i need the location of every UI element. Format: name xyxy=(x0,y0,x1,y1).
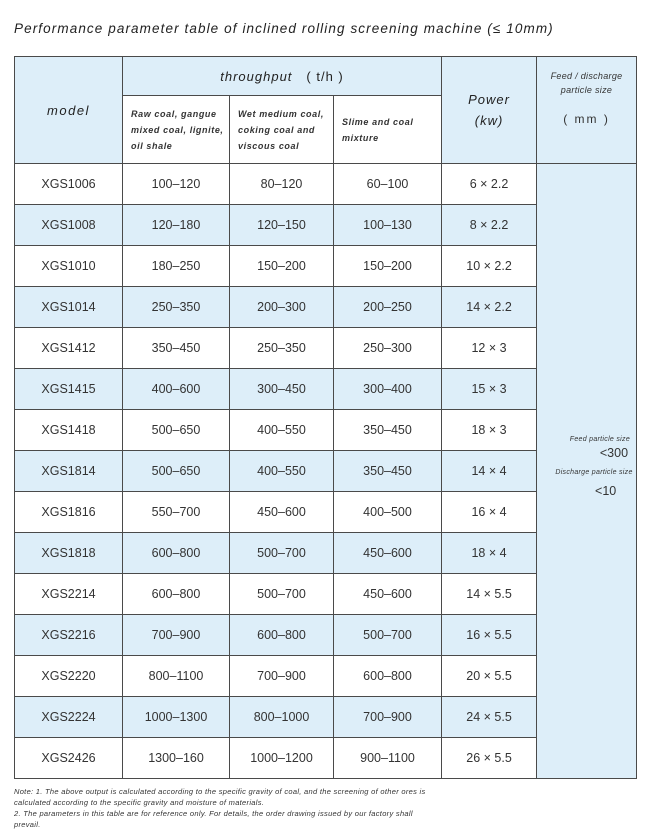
cell-model: XGS2216 xyxy=(15,615,123,656)
parameter-table xyxy=(14,56,637,779)
cell-model: XGS1814 xyxy=(15,451,123,492)
cell-raw: 180–250 xyxy=(123,246,230,287)
particle-size-block xyxy=(537,436,636,506)
cell-raw: 700–900 xyxy=(123,615,230,656)
cell-raw: 800–1100 xyxy=(123,656,230,697)
cell-model: XGS1415 xyxy=(15,369,123,410)
header-power-label: Power xyxy=(468,92,510,107)
cell-wet: 500–700 xyxy=(230,533,334,574)
cell-raw: 550–700 xyxy=(123,492,230,533)
footnote-1: Note: 1. The above output is calculated according to the specific gravity of coal, and the screening of other ores is calculated according to the specific gravity and moisture of materials. xyxy=(14,787,426,807)
header-wet-medium-coal: Wet medium coal, coking coal and viscous coal xyxy=(230,96,334,164)
header-power-unit: (kw) xyxy=(474,113,504,128)
cell-raw: 350–450 xyxy=(123,328,230,369)
cell-wet: 120–150 xyxy=(230,205,334,246)
cell-wet: 500–700 xyxy=(230,574,334,615)
cell-raw: 1000–1300 xyxy=(123,697,230,738)
cell-model: XGS1014 xyxy=(15,287,123,328)
cell-slime: 450–600 xyxy=(334,574,442,615)
feed-size-label: Feed particle size xyxy=(569,436,631,443)
cell-slime: 200–250 xyxy=(334,287,442,328)
feed-size-value: <300 xyxy=(599,446,629,460)
cell-raw: 600–800 xyxy=(123,574,230,615)
cell-slime: 600–800 xyxy=(334,656,442,697)
cell-power: 18 × 4 xyxy=(442,533,537,574)
cell-raw: 500–650 xyxy=(123,410,230,451)
cell-wet: 250–350 xyxy=(230,328,334,369)
cell-wet: 450–600 xyxy=(230,492,334,533)
discharge-size-value: <10 xyxy=(595,484,617,498)
cell-power: 26 × 5.5 xyxy=(442,738,537,779)
cell-power: 24 × 5.5 xyxy=(442,697,537,738)
cell-power: 16 × 4 xyxy=(442,492,537,533)
cell-model: XGS2426 xyxy=(15,738,123,779)
particle-size-cell xyxy=(537,164,637,779)
cell-wet: 700–900 xyxy=(230,656,334,697)
cell-model: XGS2220 xyxy=(15,656,123,697)
discharge-size-label: Discharge particle size xyxy=(555,469,633,476)
cell-power: 16 × 5.5 xyxy=(442,615,537,656)
cell-raw: 400–600 xyxy=(123,369,230,410)
cell-wet: 1000–1200 xyxy=(230,738,334,779)
cell-power: 18 × 3 xyxy=(442,410,537,451)
cell-wet: 600–800 xyxy=(230,615,334,656)
header-slime-mixture: Slime and coal mixture xyxy=(334,96,442,164)
header-particle-size-label: Feed / discharge particle size xyxy=(550,71,623,95)
header-model: model xyxy=(15,57,123,164)
cell-wet: 400–550 xyxy=(230,451,334,492)
cell-raw: 100–120 xyxy=(123,164,230,205)
header-particle-size-unit: ( mm ) xyxy=(563,112,610,126)
cell-wet: 400–550 xyxy=(230,410,334,451)
cell-power: 14 × 2.2 xyxy=(442,287,537,328)
cell-wet: 200–300 xyxy=(230,287,334,328)
table-row xyxy=(15,164,637,205)
cell-power: 6 × 2.2 xyxy=(442,164,537,205)
cell-power: 14 × 5.5 xyxy=(442,574,537,615)
cell-slime: 100–130 xyxy=(334,205,442,246)
cell-slime: 250–300 xyxy=(334,328,442,369)
cell-slime: 60–100 xyxy=(334,164,442,205)
cell-slime: 700–900 xyxy=(334,697,442,738)
cell-wet: 150–200 xyxy=(230,246,334,287)
cell-model: XGS1418 xyxy=(15,410,123,451)
cell-power: 10 × 2.2 xyxy=(442,246,537,287)
header-throughput-label: throughput xyxy=(220,68,293,84)
cell-model: XGS1816 xyxy=(15,492,123,533)
footnote-2: 2. The parameters in this table are for reference only. For details, the order drawing issued by our factory shall prevail. xyxy=(14,809,413,829)
cell-slime: 450–600 xyxy=(334,533,442,574)
cell-raw: 120–180 xyxy=(123,205,230,246)
cell-model: XGS1006 xyxy=(15,164,123,205)
cell-power: 20 × 5.5 xyxy=(442,656,537,697)
cell-slime: 150–200 xyxy=(334,246,442,287)
header-particle-size xyxy=(537,57,637,164)
cell-raw: 250–350 xyxy=(123,287,230,328)
cell-slime: 500–700 xyxy=(334,615,442,656)
cell-model: XGS2224 xyxy=(15,697,123,738)
cell-power: 15 × 3 xyxy=(442,369,537,410)
cell-wet: 800–1000 xyxy=(230,697,334,738)
cell-slime: 350–450 xyxy=(334,410,442,451)
cell-model: XGS2214 xyxy=(15,574,123,615)
header-raw-coal: Raw coal, gangue mixed coal, lignite, oil shale xyxy=(123,96,230,164)
cell-slime: 900–1100 xyxy=(334,738,442,779)
cell-raw: 500–650 xyxy=(123,451,230,492)
header-throughput xyxy=(123,57,442,96)
cell-wet: 300–450 xyxy=(230,369,334,410)
cell-model: XGS1008 xyxy=(15,205,123,246)
cell-power: 8 × 2.2 xyxy=(442,205,537,246)
page-title: Performance parameter table of inclined rolling screening machine (≤ 10mm) xyxy=(14,21,554,36)
header-throughput-unit: ( t/h ) xyxy=(306,68,344,84)
cell-slime: 400–500 xyxy=(334,492,442,533)
cell-model: XGS1412 xyxy=(15,328,123,369)
cell-raw: 600–800 xyxy=(123,533,230,574)
cell-power: 14 × 4 xyxy=(442,451,537,492)
cell-model: XGS1010 xyxy=(15,246,123,287)
header-power xyxy=(442,57,537,164)
cell-power: 12 × 3 xyxy=(442,328,537,369)
cell-slime: 350–450 xyxy=(334,451,442,492)
cell-raw: 1300–160 xyxy=(123,738,230,779)
cell-slime: 300–400 xyxy=(334,369,442,410)
cell-model: XGS1818 xyxy=(15,533,123,574)
cell-wet: 80–120 xyxy=(230,164,334,205)
